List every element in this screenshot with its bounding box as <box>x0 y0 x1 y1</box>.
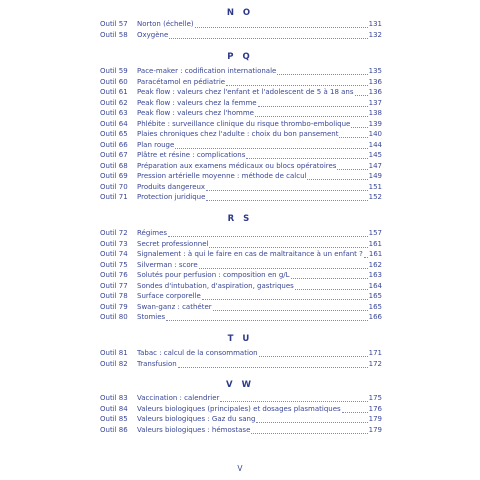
entry-page: 149 <box>368 172 382 180</box>
entry-number: Outil 65 <box>100 130 128 138</box>
section-letter: P Q <box>227 52 253 62</box>
dot-leader <box>351 120 367 128</box>
dot-leader <box>342 405 368 413</box>
toc-entry <box>100 171 382 181</box>
entry-page: 179 <box>368 415 382 423</box>
toc-entry <box>100 281 382 291</box>
dot-leader <box>337 162 367 170</box>
toc-entry <box>100 239 382 249</box>
toc-entry <box>100 270 382 280</box>
entry-number: Outil 59 <box>100 67 128 75</box>
entry-page: 161 <box>368 239 382 248</box>
entry-page: 161 <box>368 250 383 258</box>
dot-leader <box>226 78 368 86</box>
entry-number: Outil 70 <box>100 182 128 191</box>
dot-leader <box>256 415 367 423</box>
dot-leader <box>209 240 367 248</box>
entry-title: Solutés pour perfusion : composition en g/L <box>137 271 290 279</box>
entry-title: Paracétamol en pédiatrie <box>137 77 226 86</box>
toc-entry <box>100 291 382 301</box>
entry-page: 164 <box>368 281 382 290</box>
entry-title: Régimes <box>137 229 168 237</box>
entry-title: Valeurs biologiques (principales) et dosages plasmatiques <box>137 404 341 413</box>
entry-page: 165 <box>368 292 382 300</box>
toc-entry <box>100 260 382 270</box>
dot-leader <box>246 151 367 159</box>
entry-number: Outil 84 <box>100 404 128 413</box>
toc-entry <box>100 359 382 369</box>
toc-entry <box>100 87 382 97</box>
entry-title: Silverman : score <box>137 260 198 269</box>
toc-entry <box>100 19 382 29</box>
entry-number: Outil 60 <box>100 77 128 86</box>
dot-leader <box>166 313 367 321</box>
entry-number: Outil 80 <box>100 313 128 321</box>
entry-title: Norton (échelle) <box>137 20 194 28</box>
entry-page: 132 <box>368 30 382 39</box>
entry-title: Valeurs biologiques : Gaz du sang <box>137 415 256 423</box>
entry-number: Outil 57 <box>100 20 128 28</box>
entry-number: Outil 83 <box>100 394 128 402</box>
toc-entry <box>100 192 382 202</box>
entry-title: Produits dangereux <box>137 182 206 191</box>
dot-leader <box>220 394 367 402</box>
entry-number: Outil 58 <box>100 30 128 39</box>
entry-number: Outil 75 <box>100 260 128 269</box>
toc-entry <box>100 425 382 435</box>
entry-title: Préparation aux examens médicaux ou blocs opératoires <box>137 161 337 170</box>
entry-number: Outil 69 <box>100 172 128 180</box>
entry-title: Transfusion <box>137 359 177 368</box>
entry-page: 151 <box>368 182 382 191</box>
entry-number: Outil 78 <box>100 292 128 300</box>
toc-entry <box>100 129 382 139</box>
toc-entry <box>100 414 382 424</box>
entry-page: 152 <box>368 193 382 201</box>
toc-entry <box>100 140 382 150</box>
entry-title: Signalement : à qui le faire en cas de maltraitance à un enfant ? <box>137 250 363 258</box>
entry-title: Sondes d'intubation, d'aspiration, gastriques <box>137 281 294 290</box>
entry-title: Oxygène <box>137 30 169 39</box>
entry-number: Outil 81 <box>100 349 128 357</box>
toc-entry <box>100 249 382 259</box>
entry-title: Valeurs biologiques : hémostase <box>137 425 251 434</box>
toc-entry <box>100 150 382 160</box>
entry-page: 147 <box>368 161 382 170</box>
dot-leader <box>339 130 367 138</box>
entry-page: 172 <box>368 359 382 368</box>
dot-leader <box>291 271 368 279</box>
entry-title: Tabac : calcul de la consommation <box>137 349 258 357</box>
entry-title: Phlébite : surveillance clinique du risque thrombo-embolique <box>137 119 351 128</box>
dot-leader <box>259 349 368 357</box>
entry-title: Plaies chroniques chez l'adulte : choix du bon pansement <box>137 130 339 138</box>
entry-page: 171 <box>368 349 382 357</box>
entry-title: Secret professionnel <box>137 239 209 248</box>
page-number: V <box>237 464 243 473</box>
toc-entry <box>100 66 382 76</box>
toc-entry <box>100 119 382 129</box>
entry-number: Outil 74 <box>100 250 128 258</box>
toc-entry <box>100 302 382 312</box>
entry-number: Outil 62 <box>100 98 128 107</box>
entry-title: Plâtre et résine : complications <box>137 151 246 159</box>
dot-leader <box>199 261 368 269</box>
toc-entry <box>100 393 382 403</box>
entry-number: Outil 82 <box>100 359 128 368</box>
entry-page: 166 <box>368 313 382 321</box>
entry-page: 157 <box>368 229 382 237</box>
dot-leader <box>364 250 368 258</box>
entry-number: Outil 73 <box>100 239 128 248</box>
entry-number: Outil 61 <box>100 88 128 96</box>
dot-leader <box>169 31 367 39</box>
entry-title: Peak flow : valeurs chez l'homme <box>137 109 254 117</box>
entry-page: 135 <box>368 67 382 75</box>
dot-leader <box>255 109 368 117</box>
entry-page: 179 <box>368 425 382 434</box>
dot-leader <box>175 141 367 149</box>
section-letter: N O <box>226 8 254 18</box>
toc-entry <box>100 182 382 192</box>
section-letter: R S <box>227 214 253 224</box>
entry-number: Outil 77 <box>100 281 128 290</box>
entry-page: 165 <box>368 302 382 311</box>
entry-title: Peak flow : valeurs chez l'enfant et l'adolescent de 5 à 18 ans <box>137 88 354 96</box>
entry-title: Pace-maker : codification internationale <box>137 67 277 75</box>
entry-title: Swan-ganz : cathéter <box>137 302 212 311</box>
entry-title: Pression artérielle moyenne : méthode de calcul <box>137 172 307 180</box>
entry-number: Outil 63 <box>100 109 128 117</box>
entry-number: Outil 86 <box>100 425 128 434</box>
entry-page: 137 <box>368 98 382 107</box>
entry-title: Plan rouge <box>137 140 175 149</box>
toc-entry <box>100 30 382 40</box>
entry-page: 138 <box>368 109 382 117</box>
dot-leader <box>168 229 368 237</box>
entry-title: Surface corporelle <box>137 292 201 300</box>
entry-page: 136 <box>368 77 382 86</box>
section-letter: V W <box>226 380 254 390</box>
entry-page: 140 <box>368 130 382 138</box>
dot-leader <box>295 282 368 290</box>
entry-number: Outil 76 <box>100 271 128 279</box>
toc-entry <box>100 98 382 108</box>
dot-leader <box>202 292 368 300</box>
entry-title: Protection juridique <box>137 193 206 201</box>
dot-leader <box>307 172 367 180</box>
entry-number: Outil 72 <box>100 229 128 237</box>
dot-leader <box>251 426 367 434</box>
entry-number: Outil 66 <box>100 140 128 149</box>
toc-entry <box>100 108 382 118</box>
entry-title: Stomies <box>137 313 166 321</box>
entry-page: 139 <box>368 119 382 128</box>
toc-entry <box>100 161 382 171</box>
dot-leader <box>213 303 368 311</box>
entry-number: Outil 64 <box>100 119 128 128</box>
dot-leader <box>195 20 368 28</box>
dot-leader <box>206 193 367 201</box>
toc-entry <box>100 77 382 87</box>
entry-page: 145 <box>368 151 382 159</box>
entry-page: 136 <box>368 88 382 96</box>
entry-page: 131 <box>368 20 382 28</box>
dot-leader <box>206 183 368 191</box>
toc-entry <box>100 228 382 238</box>
dot-leader <box>277 67 367 75</box>
entry-number: Outil 71 <box>100 193 128 201</box>
dot-leader <box>355 88 368 96</box>
entry-title: Peak flow : valeurs chez la femme <box>137 98 257 107</box>
entry-number: Outil 85 <box>100 415 128 423</box>
entry-page: 163 <box>368 271 382 279</box>
toc-entry <box>100 404 382 414</box>
dot-leader <box>178 360 368 368</box>
entry-page: 175 <box>368 394 382 402</box>
toc-entry <box>100 312 382 322</box>
entry-number: Outil 67 <box>100 151 128 159</box>
section-letter: T U <box>227 334 253 344</box>
entry-page: 176 <box>368 404 382 413</box>
entry-number: Outil 68 <box>100 161 128 170</box>
entry-page: 162 <box>368 260 382 269</box>
entry-number: Outil 79 <box>100 302 128 311</box>
toc-entry <box>100 348 382 358</box>
entry-title: Vaccination : calendrier <box>137 394 220 402</box>
dot-leader <box>258 99 368 107</box>
entry-page: 144 <box>368 140 382 149</box>
